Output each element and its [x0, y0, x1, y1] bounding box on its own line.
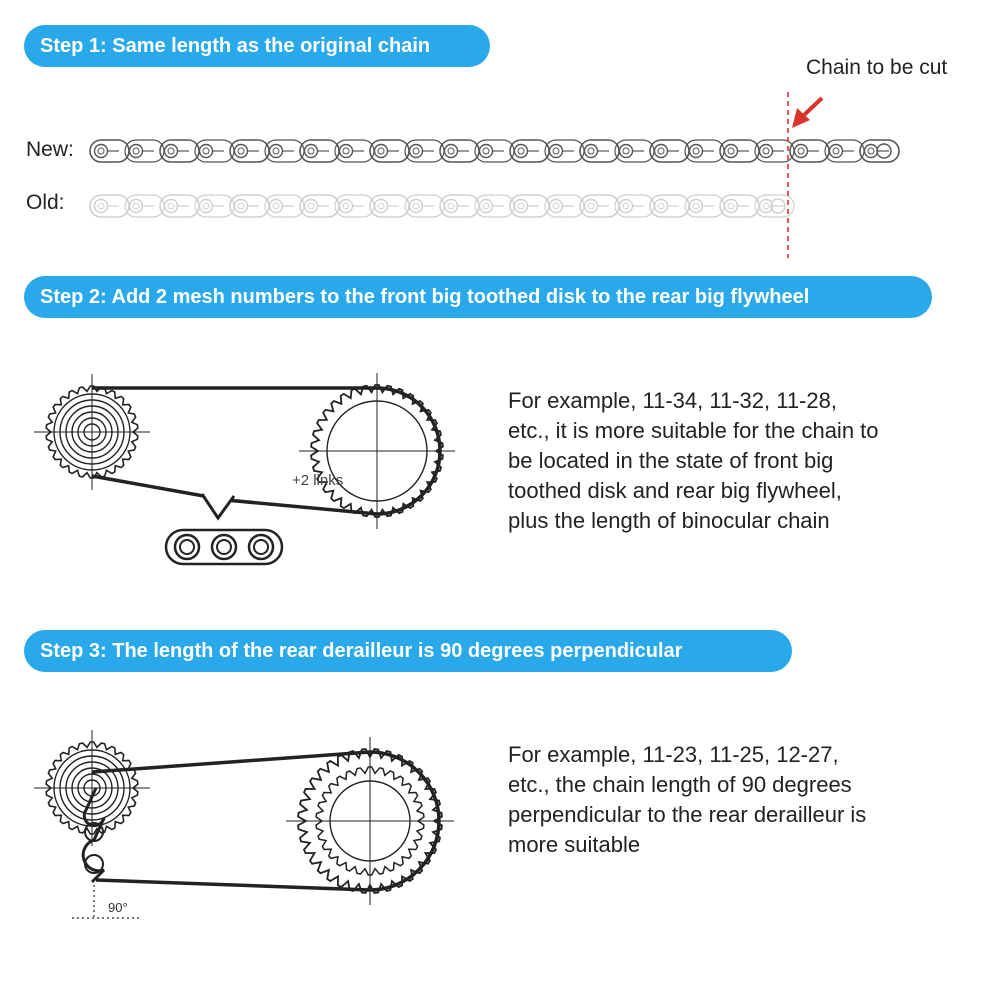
old-chain-link	[440, 195, 479, 217]
cut-arrow-icon	[792, 98, 822, 128]
rear-cassette-icon	[34, 374, 150, 490]
new-chain-link	[265, 140, 304, 162]
old-chain-link	[650, 195, 689, 217]
old-chain-link	[580, 195, 619, 217]
new-chain-link	[335, 140, 374, 162]
rear-cassette-icon	[34, 730, 150, 846]
old-chain-link	[405, 195, 444, 217]
step-2-description: For example, 11-34, 11-32, 11-28, etc., it is more suitable for the chain to be located in the state of front big toothed disk and rear big flywheel, plus the length of binocular chain	[508, 388, 879, 533]
new-chain-link	[615, 140, 654, 162]
new-chain	[90, 140, 899, 162]
step-2-drivetrain-diagram	[34, 373, 455, 564]
new-chain-link	[405, 140, 444, 162]
step-1-header: Step 1: Same length as the original chain	[24, 25, 490, 67]
angle-label: 90°	[108, 900, 128, 915]
cut-point-label: Chain to be cut	[806, 56, 948, 79]
new-chain-link	[650, 140, 689, 162]
chain-callout	[202, 494, 234, 518]
extra-links-icon	[166, 530, 282, 564]
old-chain-link	[545, 195, 584, 217]
front-chainring-icon	[286, 737, 454, 905]
old-chain-link	[300, 195, 339, 217]
new-chain-link	[125, 140, 164, 162]
step-3-header: Step 3: The length of the rear derailleur is 90 degrees perpendicular	[24, 630, 792, 672]
extra-links-label: +2 links	[292, 472, 344, 489]
new-chain-link	[510, 140, 549, 162]
new-chain-label: New:	[26, 138, 74, 161]
new-chain-link	[825, 140, 864, 162]
step-3-description: For example, 11-23, 11-25, 12-27, etc., the chain length of 90 degrees perpendicular to the rear derailleur is more suitable	[508, 742, 867, 857]
old-chain-link	[265, 195, 304, 217]
old-chain-link	[125, 195, 164, 217]
step-3-drivetrain-diagram	[34, 730, 454, 918]
new-chain-link	[685, 140, 724, 162]
old-chain-link	[370, 195, 409, 217]
old-chain-link	[475, 195, 514, 217]
new-chain-link	[370, 140, 409, 162]
old-chain-link	[90, 195, 129, 217]
new-chain-link	[475, 140, 514, 162]
new-chain-link	[580, 140, 619, 162]
old-chain-label: Old:	[26, 191, 65, 214]
old-chain-link	[195, 195, 234, 217]
old-chain-link	[510, 195, 549, 217]
old-chain-link	[160, 195, 199, 217]
new-chain-link	[440, 140, 479, 162]
old-chain-link	[335, 195, 374, 217]
new-chain-link	[545, 140, 584, 162]
new-chain-link	[300, 140, 339, 162]
new-chain-link	[160, 140, 199, 162]
new-chain-link	[195, 140, 234, 162]
old-chain-link	[685, 195, 724, 217]
old-chain-link	[720, 195, 759, 217]
new-chain-link	[720, 140, 759, 162]
new-chain-link	[860, 140, 899, 162]
new-chain-link	[90, 140, 129, 162]
new-chain-link	[790, 140, 829, 162]
new-chain-link	[230, 140, 269, 162]
front-chainring-icon	[299, 373, 455, 529]
old-chain-link	[615, 195, 654, 217]
old-chain	[90, 195, 794, 217]
step-2-header: Step 2: Add 2 mesh numbers to the front big toothed disk to the rear big flywheel	[24, 276, 932, 318]
old-chain-link	[230, 195, 269, 217]
